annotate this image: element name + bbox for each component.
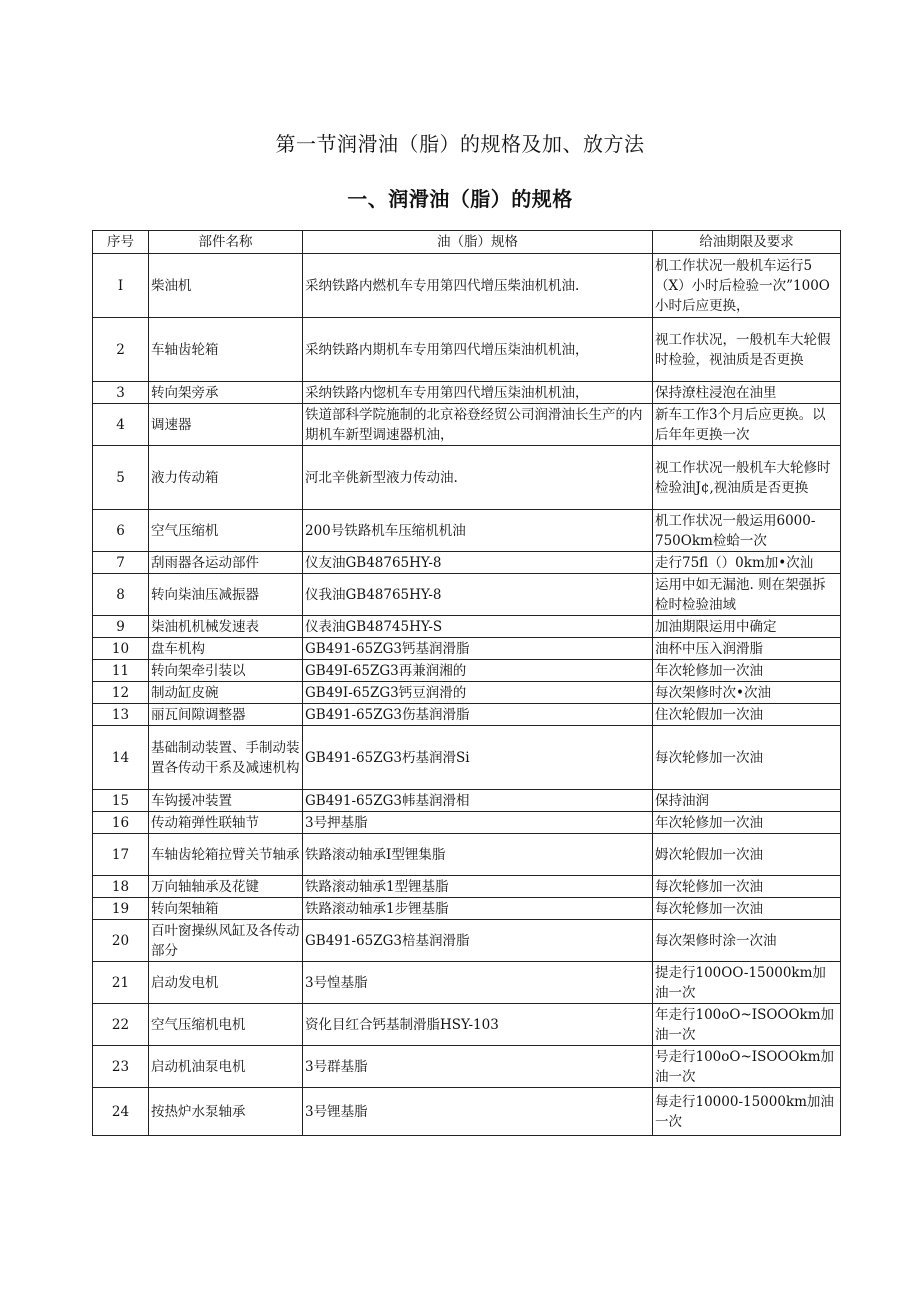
table-row (93, 876, 841, 898)
cell-part-name: 基础制动装置、手制动装置各传动干系及减速机构 (149, 726, 303, 790)
cell-oiling-period: 每次轮修加一次油 (653, 876, 841, 898)
cell-serial-no: 22 (93, 1004, 149, 1046)
cell-part-name: 转向架旁承 (149, 382, 303, 404)
cell-oiling-period: 每次架修时次•次油 (653, 682, 841, 704)
cell-part-name: 空气压缩机 (149, 510, 303, 552)
cell-part-name: 柴油机 (149, 254, 303, 318)
cell-oil-spec: 采纳铁路内期机车专用第四代增压柒油机机油， (303, 318, 653, 382)
table-row (93, 920, 841, 962)
cell-oil-spec: GB49I-65ZG3钙豆润滑的 (303, 682, 653, 704)
cell-serial-no: 16 (93, 812, 149, 834)
header-serial-no: 序号 (93, 231, 149, 254)
cell-oiling-period: 新车工作3个月后应更换。以后年年更换一次 (653, 404, 841, 446)
cell-serial-no: 3 (93, 382, 149, 404)
cell-serial-no: 23 (93, 1046, 149, 1088)
table-row (93, 704, 841, 726)
cell-oil-spec: GB491-65ZG3帏基润滑相 (303, 790, 653, 812)
cell-oil-spec: 铁道部科学院施制的北京裕登经贸公司润滑油长生产的内期机车新型调速器机油， (303, 404, 653, 446)
cell-oil-spec: 采纳铁路内惚机车专用第四代增压柒油机机油， (303, 382, 653, 404)
cell-part-name: 刮雨器各运动部件 (149, 552, 303, 574)
table-header-row (93, 231, 841, 254)
cell-part-name: 制动缸皮碗 (149, 682, 303, 704)
cell-oiling-period: 每次架修时涂一次油 (653, 920, 841, 962)
table-row (93, 552, 841, 574)
table-row (93, 616, 841, 638)
cell-serial-no: 20 (93, 920, 149, 962)
cell-oil-spec: 3号群基脂 (303, 1046, 653, 1088)
cell-oiling-period: 提走行100OO-15000km加油一次 (653, 962, 841, 1004)
cell-serial-no: 8 (93, 574, 149, 616)
cell-oiling-period: 保持潦柱浸泡在油里 (653, 382, 841, 404)
cell-oil-spec: 仪友油GB48765HY-8 (303, 552, 653, 574)
table-row (93, 898, 841, 920)
cell-oiling-period: 走行75fl（）0km加•次汕 (653, 552, 841, 574)
table-row (93, 1046, 841, 1088)
cell-oil-spec: GB49I-65ZG3再兼润湘的 (303, 660, 653, 682)
cell-oil-spec: GB491-65ZG3棓基润滑脂 (303, 920, 653, 962)
section-title: 第一节润滑油（脂）的规格及加、放方法 (275, 132, 645, 156)
lubricant-spec-table (92, 230, 841, 1136)
cell-oil-spec: GB491-65ZG3朽基润滑Si (303, 726, 653, 790)
table-row (93, 404, 841, 446)
cell-part-name: 按热炉水泵轴承 (149, 1088, 303, 1136)
table-row (93, 812, 841, 834)
table-body (93, 254, 841, 1136)
table-row (93, 726, 841, 790)
table-row (93, 382, 841, 404)
cell-oiling-period: 机工作状况一般运用6000-750Okm检蛤一次 (653, 510, 841, 552)
table-row (93, 1088, 841, 1136)
cell-oil-spec: 铁路滚动轴承1步锂基脂 (303, 898, 653, 920)
cell-oil-spec: 200号铁路机车压缩机机油 (303, 510, 653, 552)
cell-oil-spec: 仪我油GB48765HY-8 (303, 574, 653, 616)
cell-serial-no: 24 (93, 1088, 149, 1136)
cell-part-name: 百叶窗操纵风缸及各传动部分 (149, 920, 303, 962)
cell-oil-spec: 资化目红合钙基制滑脂HSY-103 (303, 1004, 653, 1046)
table-row (93, 574, 841, 616)
table-row (93, 638, 841, 660)
cell-oiling-period: 住次轮假加一次油 (653, 704, 841, 726)
cell-oil-spec: 铁路滚动轴承1型锂基脂 (303, 876, 653, 898)
table-row (93, 510, 841, 552)
cell-oiling-period: 年次轮修加一次油 (653, 812, 841, 834)
subsection-title: 一、润滑油（脂）的规格 (347, 187, 573, 211)
cell-oil-spec: 3号押基脂 (303, 812, 653, 834)
table-row (93, 254, 841, 318)
cell-oil-spec: GB491-65ZG3伤基润滑脂 (303, 704, 653, 726)
cell-part-name: 液力传动箱 (149, 446, 303, 510)
cell-oiling-period: 机工作状况一般机车运行5（X）小时后检验一次”100O小时后应更换， (653, 254, 841, 318)
cell-oiling-period: 每走行10000-15000km加油一次 (653, 1088, 841, 1136)
cell-serial-no: 7 (93, 552, 149, 574)
cell-oil-spec: 3号锂基脂 (303, 1088, 653, 1136)
cell-oiling-period: 年走行100oO~ISOOOkm加油一次 (653, 1004, 841, 1046)
table-row (93, 962, 841, 1004)
cell-oiling-period: 油杯中压入润滑脂 (653, 638, 841, 660)
table-row (93, 1004, 841, 1046)
cell-serial-no: 9 (93, 616, 149, 638)
cell-serial-no: 14 (93, 726, 149, 790)
cell-oiling-period: 年次轮修加一次油 (653, 660, 841, 682)
cell-serial-no: 15 (93, 790, 149, 812)
cell-part-name: 启动机油泵电机 (149, 1046, 303, 1088)
cell-oil-spec: 河北辛佻新型液力传动油. (303, 446, 653, 510)
cell-part-name: 启动发电机 (149, 962, 303, 1004)
header-oil-spec: 油（脂）规格 (303, 231, 653, 254)
cell-serial-no: 21 (93, 962, 149, 1004)
cell-oiling-period: 视工作状况一般机车大轮修时检验油J¢,视油质是否更换 (653, 446, 841, 510)
cell-oiling-period: 每次轮修加一次油 (653, 726, 841, 790)
cell-serial-no: 17 (93, 834, 149, 876)
cell-oiling-period: 视工作状况，一般机车大轮假时检验，视油质是否更换 (653, 318, 841, 382)
cell-part-name: 传动箱弹性联轴节 (149, 812, 303, 834)
cell-part-name: 万向轴轴承及花键 (149, 876, 303, 898)
cell-oiling-period: 每次轮修加一次油 (653, 898, 841, 920)
cell-serial-no: 13 (93, 704, 149, 726)
cell-serial-no: 4 (93, 404, 149, 446)
cell-part-name: 车钩援冲装置 (149, 790, 303, 812)
cell-part-name: 丽瓦间隙调整器 (149, 704, 303, 726)
cell-serial-no: 10 (93, 638, 149, 660)
cell-oil-spec: 铁路滚动轴承I型锂集脂 (303, 834, 653, 876)
cell-serial-no: 12 (93, 682, 149, 704)
header-part-name: 部件名称 (149, 231, 303, 254)
cell-part-name: 转向架轴箱 (149, 898, 303, 920)
cell-serial-no: 5 (93, 446, 149, 510)
cell-part-name: 盘车机构 (149, 638, 303, 660)
cell-oiling-period: 姆次轮假加一次油 (653, 834, 841, 876)
cell-oiling-period: 保持油润 (653, 790, 841, 812)
cell-serial-no: 18 (93, 876, 149, 898)
cell-serial-no: 2 (93, 318, 149, 382)
cell-oiling-period: 号走行100oO~ISOOOkm加油一次 (653, 1046, 841, 1088)
cell-serial-no: 6 (93, 510, 149, 552)
header-oiling-period: 给油期限及要求 (653, 231, 841, 254)
cell-oiling-period: 运用中如无漏池. 则在架强拆检时检验油域 (653, 574, 841, 616)
cell-oiling-period: 加油期限运用中确定 (653, 616, 841, 638)
table-row (93, 834, 841, 876)
cell-part-name: 转向柒油压减振器 (149, 574, 303, 616)
cell-oil-spec: 仪表油GB48745HY-S (303, 616, 653, 638)
cell-serial-no: 19 (93, 898, 149, 920)
cell-part-name: 车轴齿轮箱 (149, 318, 303, 382)
cell-part-name: 转向架牵引装以 (149, 660, 303, 682)
table-row (93, 682, 841, 704)
cell-oil-spec: 3号惶基脂 (303, 962, 653, 1004)
cell-oil-spec: GB491-65ZG3钙基润滑脂 (303, 638, 653, 660)
table-row (93, 318, 841, 382)
cell-part-name: 柒油机机械发速表 (149, 616, 303, 638)
table-row (93, 446, 841, 510)
cell-oil-spec: 采纳铁路内燃机车专用第四代增压柴油机机油. (303, 254, 653, 318)
cell-part-name: 空气压缩机电机 (149, 1004, 303, 1046)
cell-part-name: 车轴齿轮箱拉臂关节轴承 (149, 834, 303, 876)
table-row (93, 660, 841, 682)
cell-serial-no: 11 (93, 660, 149, 682)
table-row (93, 790, 841, 812)
cell-serial-no: I (93, 254, 149, 318)
cell-part-name: 调速器 (149, 404, 303, 446)
